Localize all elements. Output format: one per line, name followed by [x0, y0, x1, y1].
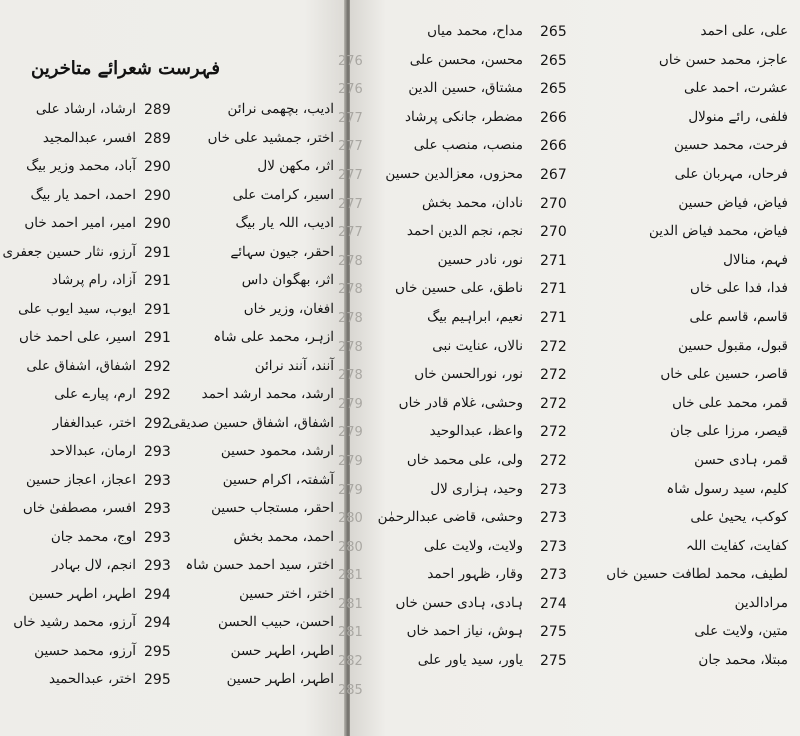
poet-name: عاجز، محمد حسن خاں [658, 51, 788, 68]
bleed-through-number: 278 [338, 310, 363, 326]
page-number: 270 [540, 195, 567, 212]
poet-name: اوج، محمد جان [50, 528, 136, 545]
page-number: 270 [540, 224, 567, 241]
bleed-through-number: 277 [338, 196, 363, 212]
poet-name: فلفی، رائے منولال [688, 108, 788, 125]
poet-name: لطیف، محمد لطافت حسین خاں [606, 566, 788, 583]
poet-name: احسن، حبیب الحسن [217, 614, 334, 630]
page-number: 295 [144, 643, 171, 660]
page-number: 267 [540, 166, 567, 183]
list-item [0, 269, 346, 298]
bleed-through-number: 277 [338, 139, 363, 155]
page-number: 289 [144, 130, 171, 147]
page-number: 292 [144, 387, 171, 403]
poet-name: اشفاق، اشفاق حسین صدیقی [168, 414, 334, 431]
list-item [0, 155, 346, 184]
poet-name: ادیب، بچھمی نرائن [227, 101, 334, 117]
poet-name: افسر، عبدالمجید [42, 129, 136, 146]
poet-name: اثر، بھگوان داس [241, 272, 334, 288]
bleed-through-number: 285 [338, 682, 363, 698]
poet-name: ارمان، عبدالاحد [49, 443, 136, 459]
page-number: 290 [144, 187, 171, 204]
list-item [338, 363, 800, 392]
page-number: 271 [540, 252, 567, 269]
poet-name: آزاد، رام پرشاد [51, 272, 136, 288]
poet-name: آشفتہ، اکرام حسین [222, 471, 334, 488]
page-number: 291 [144, 273, 171, 289]
page-number: 293 [144, 472, 171, 489]
poet-name: نجم، نجم الدین احمد [406, 223, 523, 240]
bleed-through-number: 279 [338, 396, 363, 412]
poet-name: ارشد، محمود حسین [220, 443, 334, 459]
poet-name: یاور، سید یاور علی [417, 652, 523, 669]
page-number: 290 [144, 216, 171, 232]
poet-name: ارم، پیارے علی [54, 386, 136, 402]
poet-name: قیصر، مرزا علی جان [669, 423, 788, 440]
poet-name: قمر، ہادی حسن [694, 451, 788, 468]
poet-name: نور، نورالحسن خاں [414, 366, 523, 383]
right-page [338, 0, 800, 736]
bleed-through-number: 280 [338, 539, 363, 555]
page-number: 272 [540, 338, 567, 355]
page-number: 275 [540, 624, 567, 641]
poet-name: ارشاد، ارشاد علی [35, 101, 136, 117]
page-number: 266 [540, 109, 567, 126]
list-item [0, 583, 346, 612]
list-item [338, 49, 800, 78]
poet-name: اختر، اختر حسین [239, 585, 334, 602]
left-index-list [0, 98, 346, 697]
page-number: 294 [144, 615, 171, 631]
bleed-through-number: 276 [338, 53, 363, 69]
poet-name: احمد، احمد یار بیگ [30, 186, 136, 203]
list-item [0, 355, 346, 384]
poet-name: محسن، محسن علی [409, 51, 523, 68]
page-number: 265 [540, 24, 567, 40]
list-item [0, 526, 346, 555]
poet-name: وقار، ظہور احمد [427, 566, 523, 583]
poet-name: ازہر، محمد علی شاہ [213, 329, 334, 345]
page-number: 273 [540, 510, 567, 527]
bleed-through-number: 277 [338, 110, 363, 126]
poet-name: اطہر، اطہر حسین [28, 585, 136, 602]
poet-name: آرزو، محمد رشید خاں [13, 614, 136, 630]
bleed-through-number: 282 [338, 654, 363, 670]
poet-name: ہوش، نیاز احمد خاں [406, 623, 523, 640]
list-item [0, 554, 346, 583]
poet-name: احمد، محمد بخش [233, 528, 334, 545]
poet-name: علی، علی احمد [700, 23, 788, 39]
page-number: 292 [144, 358, 171, 375]
poet-name: کلیم، سید رسول شاہ [666, 480, 788, 497]
list-item [338, 478, 800, 507]
poet-name: ادیب، اللہ یار بیگ [235, 215, 334, 231]
poet-name: کفایت، کفایت اللہ [686, 537, 788, 554]
list-item [0, 497, 346, 526]
poet-name: نعیم، ابراہیم بیگ [427, 308, 523, 325]
poet-name: افسر، مصطفیٰ خاں [22, 500, 136, 516]
poet-name: ہادی، ہادی حسن خاں [395, 594, 523, 611]
bleed-through-number: 278 [338, 282, 363, 298]
poet-name: اختر، عبدالحمید [48, 671, 136, 687]
poet-name: فدا، فدا علی خاں [690, 280, 788, 297]
page-number: 275 [540, 653, 567, 670]
bleed-through-number: 281 [338, 596, 363, 612]
poet-name: ارشد، محمد ارشد احمد [201, 386, 334, 402]
list-item [0, 127, 346, 156]
bleed-through-number: 276 [338, 82, 363, 98]
page-number: 295 [144, 672, 171, 688]
poet-name: آرزو، محمد حسین [34, 642, 136, 659]
poet-name: نالاں، عنایت نبی [432, 337, 523, 354]
poet-name: افغان، وزیر خاں [243, 300, 334, 317]
poet-name: مرادالدین [734, 594, 788, 611]
list-item [338, 392, 800, 421]
page-number: 274 [540, 595, 567, 612]
poet-name: مبتلا، محمد جان [698, 652, 788, 669]
poet-name: اختر، عبدالغفار [52, 414, 136, 431]
list-item [0, 98, 346, 127]
bleed-through-number: 279 [338, 453, 363, 469]
poet-name: اشفاق، اشفاق علی [26, 357, 136, 374]
page-number: 273 [540, 538, 567, 555]
page-number: 293 [144, 558, 171, 574]
list-item [0, 383, 346, 412]
poet-name: اسیر، علی احمد خاں [19, 329, 136, 345]
page-number: 271 [540, 281, 567, 298]
poet-name: کوکب، یحییٰ علی [690, 509, 788, 526]
bleed-through-number: 281 [338, 568, 363, 584]
page-title: فہرست شعرائے متاخرین [31, 58, 220, 79]
poet-name: انجم، لال بہادر [52, 557, 136, 573]
poet-name: عشرت، احمد علی [684, 80, 788, 97]
page-number: 293 [144, 529, 171, 546]
list-item [0, 326, 346, 355]
bleed-through-number: 280 [338, 511, 363, 527]
poet-name: نادان، محمد بخش [421, 194, 523, 211]
page-number: 291 [144, 330, 171, 346]
list-item [0, 611, 346, 640]
list-item [338, 620, 800, 649]
page-number: 291 [144, 244, 171, 261]
poet-name: احقر، جیون سہائے [230, 243, 334, 260]
list-item [338, 192, 800, 221]
list-item [338, 306, 800, 335]
poet-name: مشتاق، حسین الدین [408, 80, 523, 97]
list-item [0, 241, 346, 270]
page-number: 271 [540, 309, 567, 326]
page-number: 272 [540, 367, 567, 384]
poet-name: اطہر، اطہر حسین [226, 671, 334, 687]
bleed-through-number: 278 [338, 368, 363, 384]
page-number: 291 [144, 301, 171, 318]
bleed-through-number: 281 [338, 625, 363, 641]
poet-name: ولایت، ولایت علی [423, 537, 523, 554]
list-item [338, 678, 800, 707]
poet-name: احقر، مستجاب حسین [211, 500, 334, 516]
poet-name: محزوں، معزالدین حسین [385, 165, 523, 182]
list-item [338, 134, 800, 163]
list-item [0, 640, 346, 669]
bleed-through-number: 279 [338, 425, 363, 441]
list-item [0, 469, 346, 498]
list-item [338, 335, 800, 364]
bleed-through-number: 278 [338, 253, 363, 269]
list-item [0, 212, 346, 241]
page-number: 292 [144, 415, 171, 432]
list-item [0, 184, 346, 213]
list-item [338, 106, 800, 135]
poet-name: اختر، جمشید علی خاں [207, 129, 334, 146]
poet-name: اختر، سید احمد حسن شاہ [185, 557, 334, 573]
poet-name: فرحت، محمد حسین [673, 137, 788, 154]
poet-name: امیر، امیر احمد خاں [24, 215, 136, 231]
page-number: 290 [144, 159, 171, 175]
poet-name: آرزو، نثار حسین جعفری [2, 243, 136, 260]
poet-name: اطہر، اطہر حسن [230, 642, 334, 659]
bleed-through-number: 277 [338, 167, 363, 183]
list-item [338, 649, 800, 678]
poet-name: نور، نادر حسین [437, 251, 523, 268]
poet-name: فیاض، محمد فیاض الدین [649, 223, 788, 240]
poet-name: فہم، منالال [723, 251, 788, 268]
list-item [338, 506, 800, 535]
list-item [0, 668, 346, 697]
poet-name: ناطق، علی حسین خاں [395, 280, 523, 297]
list-item [338, 592, 800, 621]
list-item [338, 249, 800, 278]
poet-name: قاصر، حسین علی خاں [660, 366, 788, 383]
left-page [0, 0, 346, 736]
poet-name: آباد، محمد وزیر بیگ [26, 158, 136, 174]
list-item [350, 20, 800, 49]
poet-name: مضطر، جانکی پرشاد [405, 108, 523, 125]
poet-name: منصب، منصب علی [413, 137, 523, 154]
bleed-through-number: 278 [338, 339, 363, 355]
poet-name: وحشی، قاضی عبدالرحمٰن [377, 509, 523, 526]
list-item [0, 440, 346, 469]
poet-name: قمر، محمد علی خاں [672, 394, 788, 411]
poet-name: اثر، مکھن لال [257, 158, 334, 174]
bleed-through-number: 277 [338, 225, 363, 241]
poet-name: مداح، محمد میاں [427, 23, 523, 39]
list-item [338, 277, 800, 306]
poet-name: وحشی، غلام قادر خاں [398, 394, 523, 411]
poet-name: وحید، ہزاری لال [430, 480, 523, 497]
list-item [0, 298, 346, 327]
list-item [338, 420, 800, 449]
list-item [338, 220, 800, 249]
page-number: 294 [144, 586, 171, 603]
poet-name: فرحاں، مہربان علی [674, 165, 788, 182]
page-number: 293 [144, 501, 171, 517]
poet-name: فیاض، فیاض حسین [678, 194, 788, 211]
page-number: 273 [540, 481, 567, 498]
page-number: 289 [144, 102, 171, 118]
page-number: 293 [144, 444, 171, 460]
poet-name: ولی، علی محمد خاں [406, 451, 523, 468]
list-item [0, 412, 346, 441]
list-item [338, 163, 800, 192]
list-item [338, 563, 800, 592]
bleed-through-number: 279 [338, 482, 363, 498]
list-item [338, 77, 800, 106]
poet-name: اعجاز، اعجاز حسین [26, 471, 136, 488]
page-number: 272 [540, 395, 567, 412]
poet-name: متین، ولایت علی [694, 623, 788, 640]
page-number: 265 [540, 52, 567, 69]
poet-name: واعظ، عبدالوحید [429, 423, 523, 440]
right-index-list [338, 20, 800, 706]
page-number: 265 [540, 81, 567, 98]
list-item [338, 449, 800, 478]
poet-name: اسیر، کرامت علی [232, 186, 334, 203]
page-number: 266 [540, 138, 567, 155]
list-item [338, 535, 800, 564]
poet-name: قاسم، قاسم علی [689, 308, 788, 325]
page-number: 272 [540, 452, 567, 469]
page-number: 273 [540, 567, 567, 584]
poet-name: آنند، آنند نرائن [254, 357, 334, 374]
poet-name: ایوب، سید ایوب علی [18, 300, 136, 317]
poet-name: قبول، مقبول حسین [678, 337, 788, 354]
page-number: 272 [540, 424, 567, 441]
